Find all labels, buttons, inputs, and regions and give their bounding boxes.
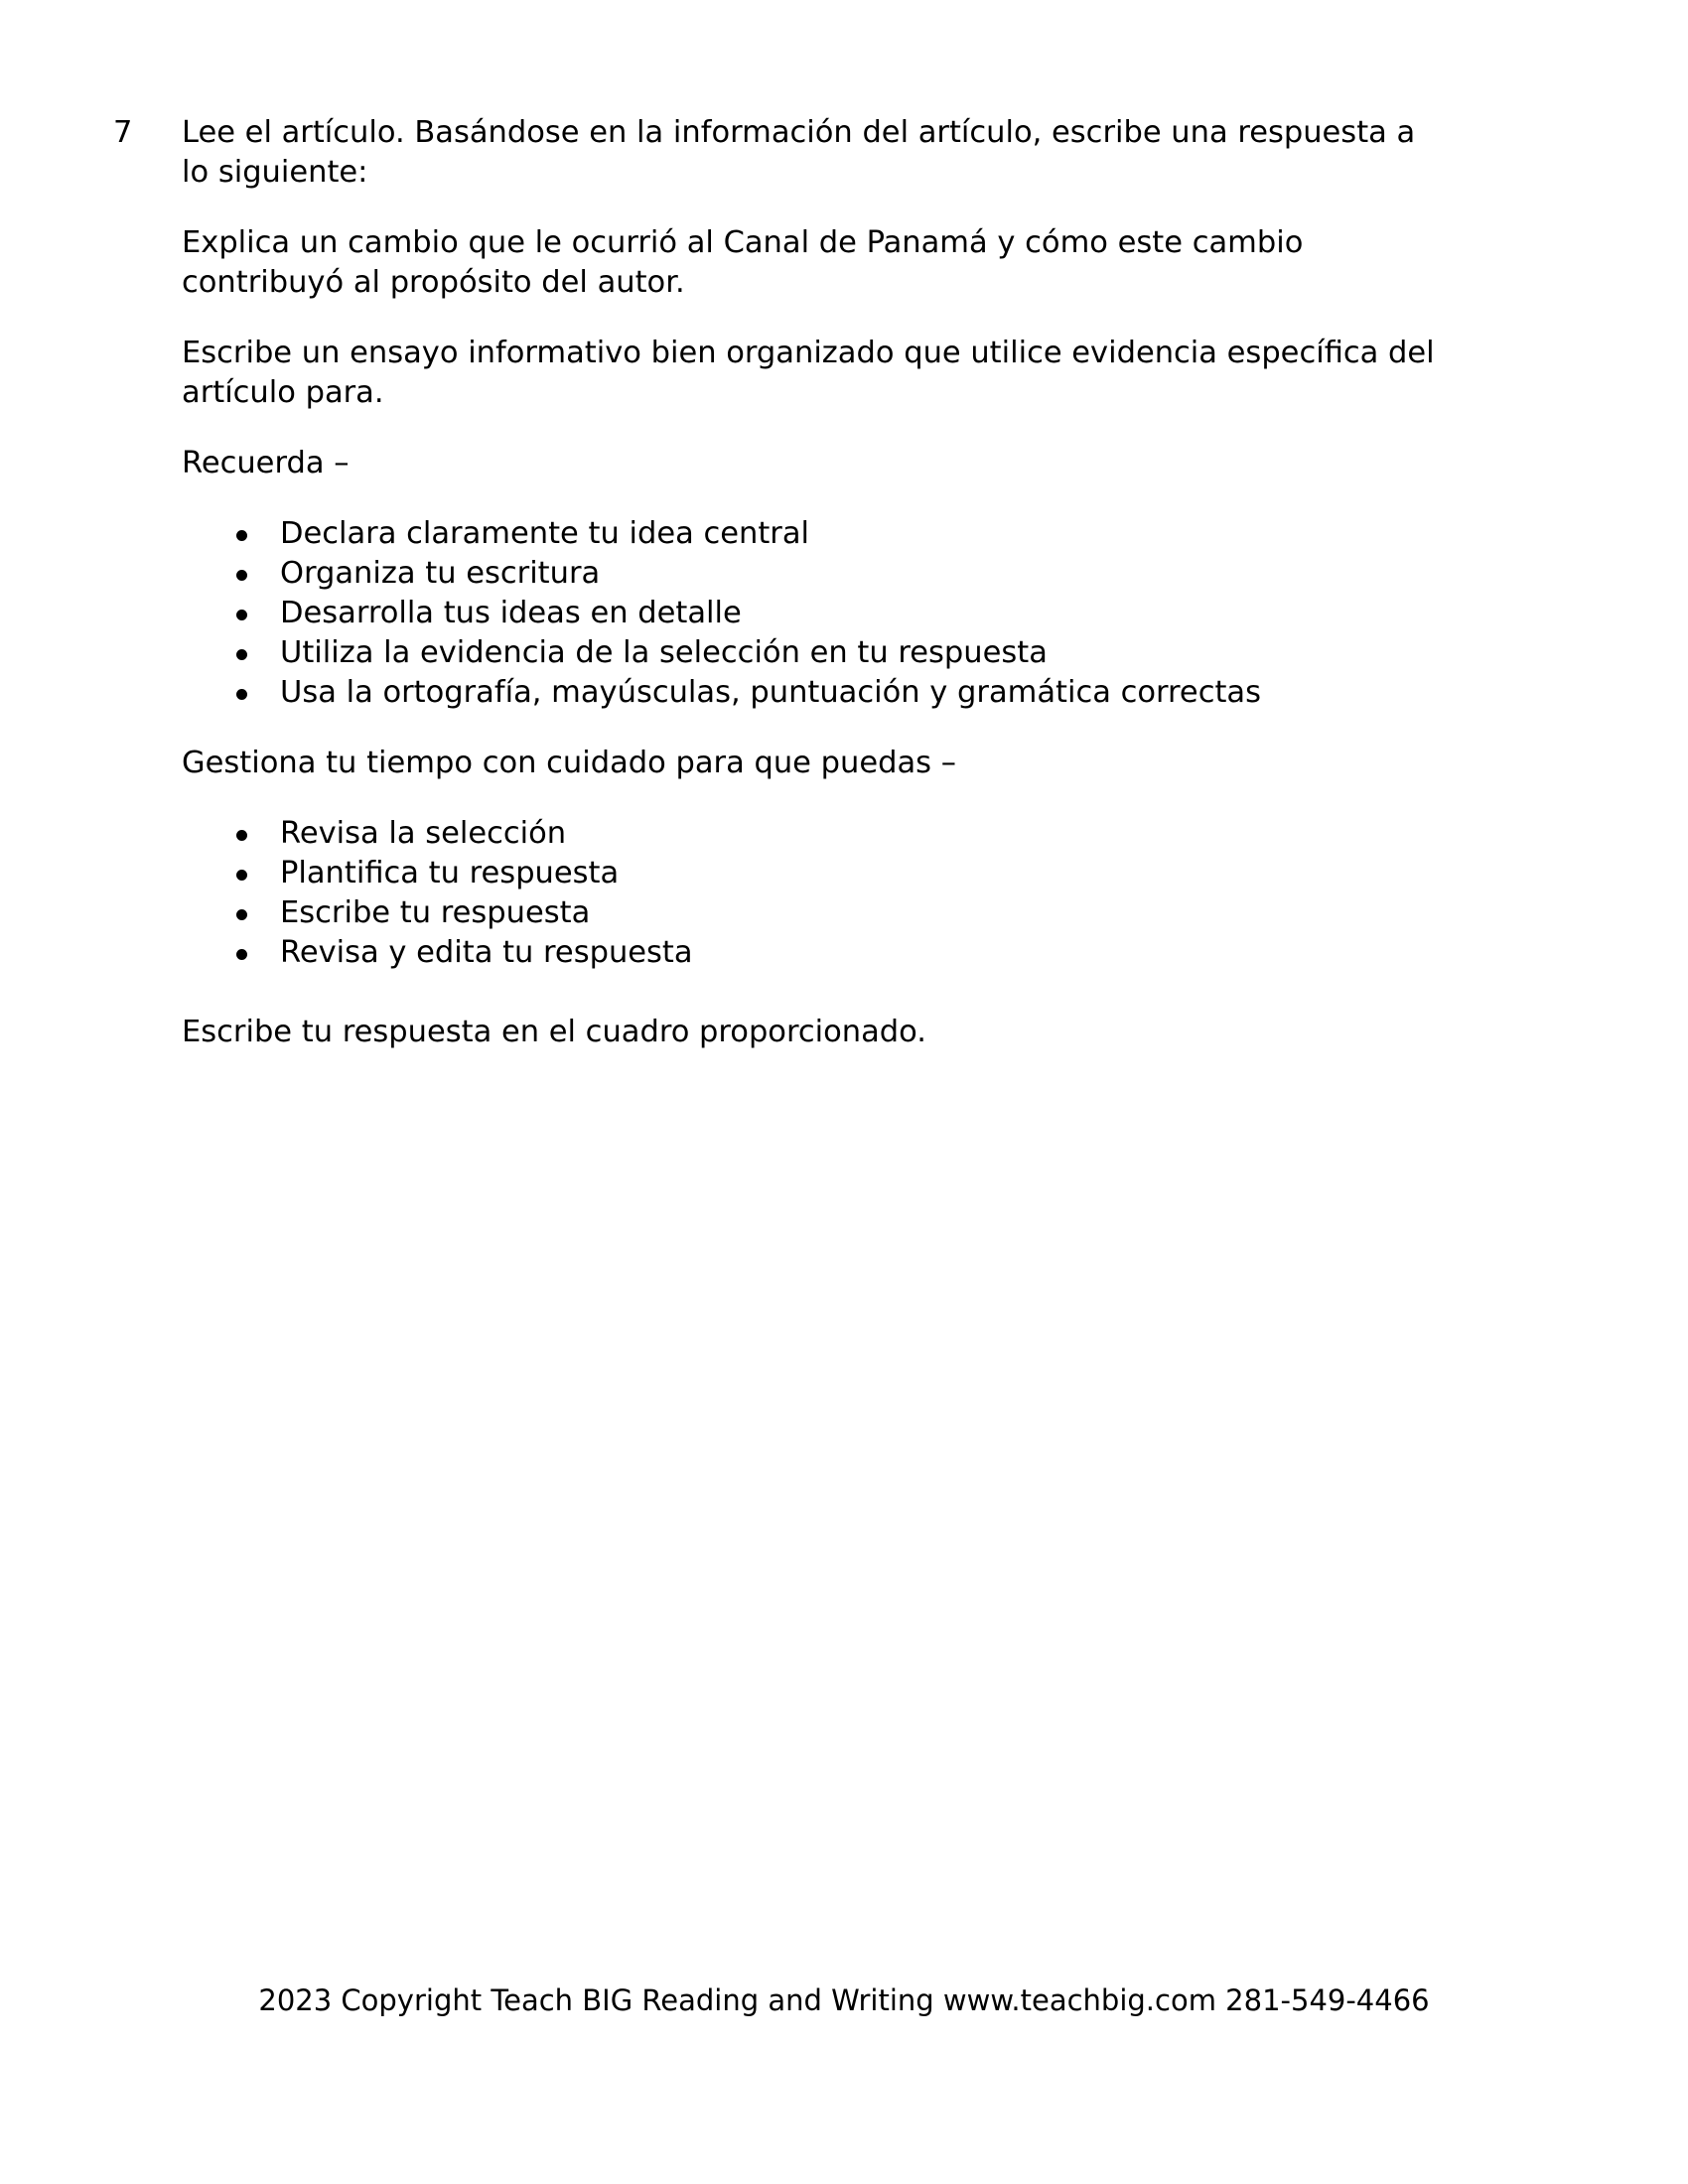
time-heading: Gestiona tu tiempo con cuidado para que puedas – bbox=[182, 746, 956, 780]
list-item-text: Escribe tu respuesta bbox=[280, 895, 591, 930]
list-item-text: Usa la ortografía, mayúsculas, puntuación y gramática correctas bbox=[280, 675, 1262, 710]
list-item-text: Organiza tu escritura bbox=[280, 556, 601, 591]
list-item bbox=[182, 814, 1572, 854]
task-line-2: contribuyó al propósito del autor. bbox=[182, 265, 685, 300]
list-item bbox=[182, 554, 1572, 594]
question-body bbox=[182, 113, 1572, 1052]
essay-line-1: Escribe un ensayo informativo bien organizado que utilice evidencia específica del bbox=[182, 336, 1435, 370]
prompt-line-1: Lee el artículo. Basándose en la información del artículo, escribe una respuesta a bbox=[182, 115, 1416, 150]
list-item-text: Declara claramente tu idea central bbox=[280, 516, 809, 551]
list-item-text: Desarrolla tus ideas en detalle bbox=[280, 596, 742, 630]
bullet-icon bbox=[236, 610, 247, 620]
list-item-text: Revisa y edita tu respuesta bbox=[280, 935, 693, 970]
list-item bbox=[182, 673, 1572, 713]
bullet-icon bbox=[236, 649, 247, 660]
essay-paragraph bbox=[182, 334, 1572, 413]
list-item bbox=[182, 854, 1572, 893]
bullet-icon bbox=[236, 909, 247, 920]
task-line-1: Explica un cambio que le ocurrió al Canal de Panamá y cómo este cambio bbox=[182, 225, 1304, 260]
bullet-icon bbox=[236, 949, 247, 960]
copyright-footer: 2023 Copyright Teach BIG Reading and Writing www.teachbig.com 281-549-4466 bbox=[258, 1983, 1430, 2017]
essay-line-2: artículo para. bbox=[182, 375, 384, 410]
time-list bbox=[182, 814, 1572, 973]
question-number: 7 bbox=[113, 115, 133, 150]
list-item-text: Utiliza la evidencia de la selección en tu respuesta bbox=[280, 635, 1048, 670]
list-item bbox=[182, 893, 1572, 933]
list-item-text: Plantifica tu respuesta bbox=[280, 856, 620, 890]
list-item-text: Revisa la selección bbox=[280, 816, 567, 851]
list-item bbox=[182, 933, 1572, 973]
bullet-icon bbox=[236, 830, 247, 841]
list-item bbox=[182, 514, 1572, 554]
list-item bbox=[182, 633, 1572, 673]
list-item bbox=[182, 594, 1572, 633]
bullet-icon bbox=[236, 689, 247, 700]
task-paragraph bbox=[182, 223, 1572, 303]
prompt-paragraph bbox=[182, 113, 1572, 193]
bullet-icon bbox=[236, 570, 247, 581]
prompt-line-2: lo siguiente: bbox=[182, 155, 368, 190]
remember-heading: Recuerda – bbox=[182, 446, 350, 480]
bullet-icon bbox=[236, 870, 247, 881]
bullet-icon bbox=[236, 530, 247, 541]
closing-instruction: Escribe tu respuesta en el cuadro proporcionado. bbox=[182, 1015, 926, 1049]
remember-list bbox=[182, 514, 1572, 713]
